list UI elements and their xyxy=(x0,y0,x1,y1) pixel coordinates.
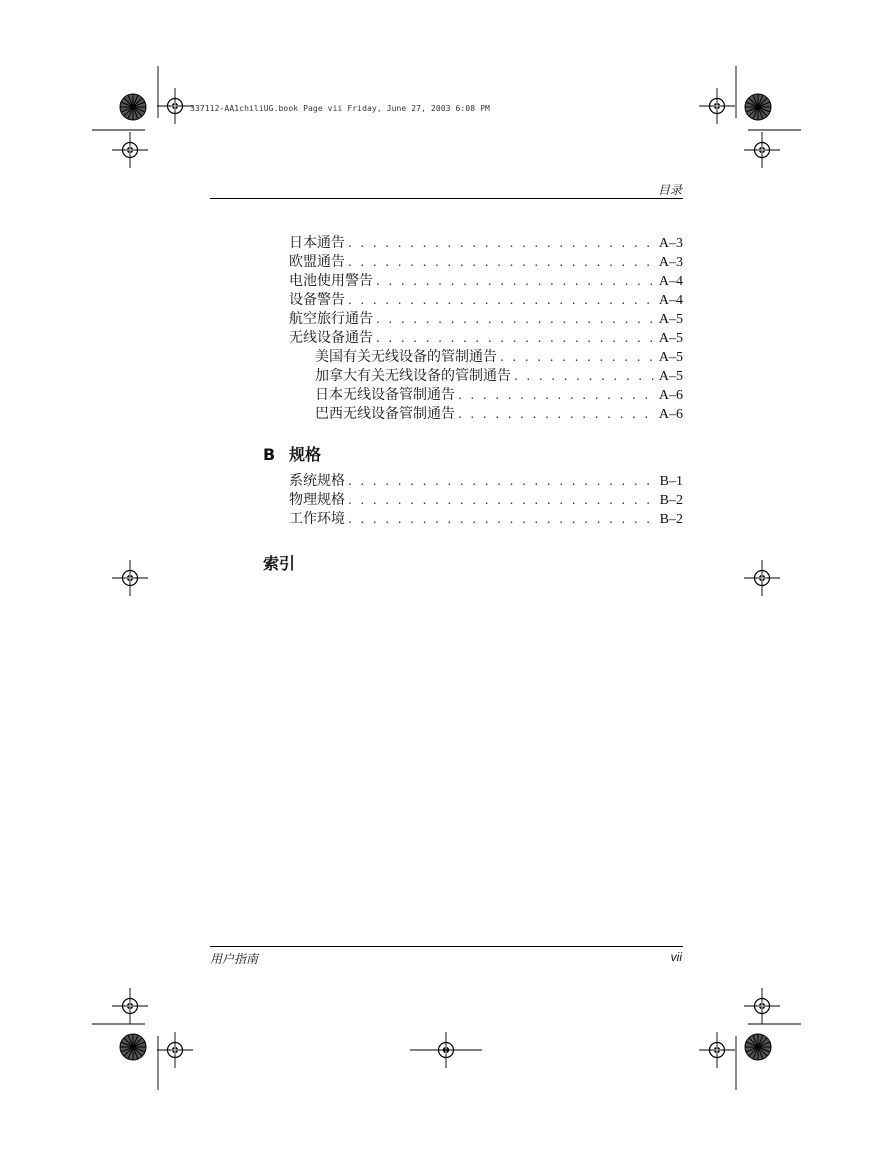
dot-leader xyxy=(348,472,658,491)
page-number: vii xyxy=(670,950,682,964)
toc-subentry[interactable] xyxy=(315,348,683,367)
toc-entry-page: A–4 xyxy=(658,274,683,289)
dot-leader xyxy=(348,491,658,510)
toc-subentry-page: A–5 xyxy=(658,350,683,365)
toc-entry[interactable] xyxy=(289,291,683,310)
toc-entry-title: 物理规格 xyxy=(289,492,345,508)
dot-leader xyxy=(376,272,657,291)
star-target-bottom-left xyxy=(120,1034,146,1060)
print-slug-line: 337112-AA1chiliUG.book Page vii Friday, June 27, 2003 6:08 PM xyxy=(190,104,490,113)
star-target-bottom-right xyxy=(745,1034,771,1060)
chapter-title: 规格 xyxy=(289,445,322,464)
toc-entry-title: 工作环境 xyxy=(289,511,345,527)
star-target-top-left xyxy=(120,94,146,120)
chapter-heading-b[interactable] xyxy=(263,442,321,465)
footer-title: 用户指南 xyxy=(210,952,259,966)
dot-leader xyxy=(348,510,658,529)
toc-entry-page: B–2 xyxy=(659,512,683,527)
toc-subentry-page: A–6 xyxy=(658,407,683,422)
star-target-top-right xyxy=(745,94,771,120)
toc-entry-title: 设备警告 xyxy=(289,292,345,308)
dot-leader xyxy=(348,291,657,310)
toc-entry-title: 航空旅行通告 xyxy=(289,311,373,327)
toc-entry-page: A–4 xyxy=(658,293,683,308)
dot-leader xyxy=(458,405,657,424)
toc-entry-page: A–3 xyxy=(658,255,683,270)
dot-leader xyxy=(348,253,657,272)
toc-entry-page: A–3 xyxy=(658,236,683,251)
header-rule xyxy=(210,198,683,199)
dot-leader xyxy=(500,348,657,367)
toc-subentry[interactable] xyxy=(315,386,683,405)
toc-entry[interactable] xyxy=(289,234,683,253)
footer-rule xyxy=(210,946,683,947)
chapter-letter: B xyxy=(263,445,276,464)
toc-entry-title: 系统规格 xyxy=(289,473,345,489)
dot-leader xyxy=(376,329,657,348)
toc-subentry[interactable] xyxy=(315,405,683,424)
toc-subentry-page: A–6 xyxy=(658,388,683,403)
toc-entry[interactable] xyxy=(289,510,683,529)
toc-entry-page: B–1 xyxy=(659,474,683,489)
running-header: 目录 xyxy=(657,183,682,197)
toc-entry-title: 日本通告 xyxy=(289,235,345,251)
toc-entry[interactable] xyxy=(289,329,683,348)
toc-subentry-title: 日本无线设备管制通告 xyxy=(315,387,455,403)
toc-entry[interactable] xyxy=(289,491,683,510)
toc-entry-page: A–5 xyxy=(658,312,683,327)
dot-leader xyxy=(348,234,657,253)
toc-subentry-title: 美国有关无线设备的管制通告 xyxy=(315,349,497,365)
toc-subentry[interactable] xyxy=(315,367,683,386)
toc-entry-title: 无线设备通告 xyxy=(289,330,373,346)
dot-leader xyxy=(458,386,657,405)
toc-subentry-page: A–5 xyxy=(658,369,683,384)
toc-entry[interactable] xyxy=(289,272,683,291)
dot-leader xyxy=(514,367,657,386)
toc-entry[interactable] xyxy=(289,310,683,329)
toc-entry-title: 电池使用警告 xyxy=(289,273,373,289)
toc-subentry-title: 加拿大有关无线设备的管制通告 xyxy=(315,368,511,384)
toc-entry-page: B–2 xyxy=(659,493,683,508)
dot-leader xyxy=(376,310,657,329)
index-heading[interactable]: 索引 xyxy=(263,554,296,573)
toc-entry[interactable] xyxy=(289,472,683,491)
toc-subentry-title: 巴西无线设备管制通告 xyxy=(315,406,455,422)
toc-entry[interactable] xyxy=(289,253,683,272)
toc-entry-page: A–5 xyxy=(658,331,683,346)
toc-entry-title: 欧盟通告 xyxy=(289,254,345,270)
